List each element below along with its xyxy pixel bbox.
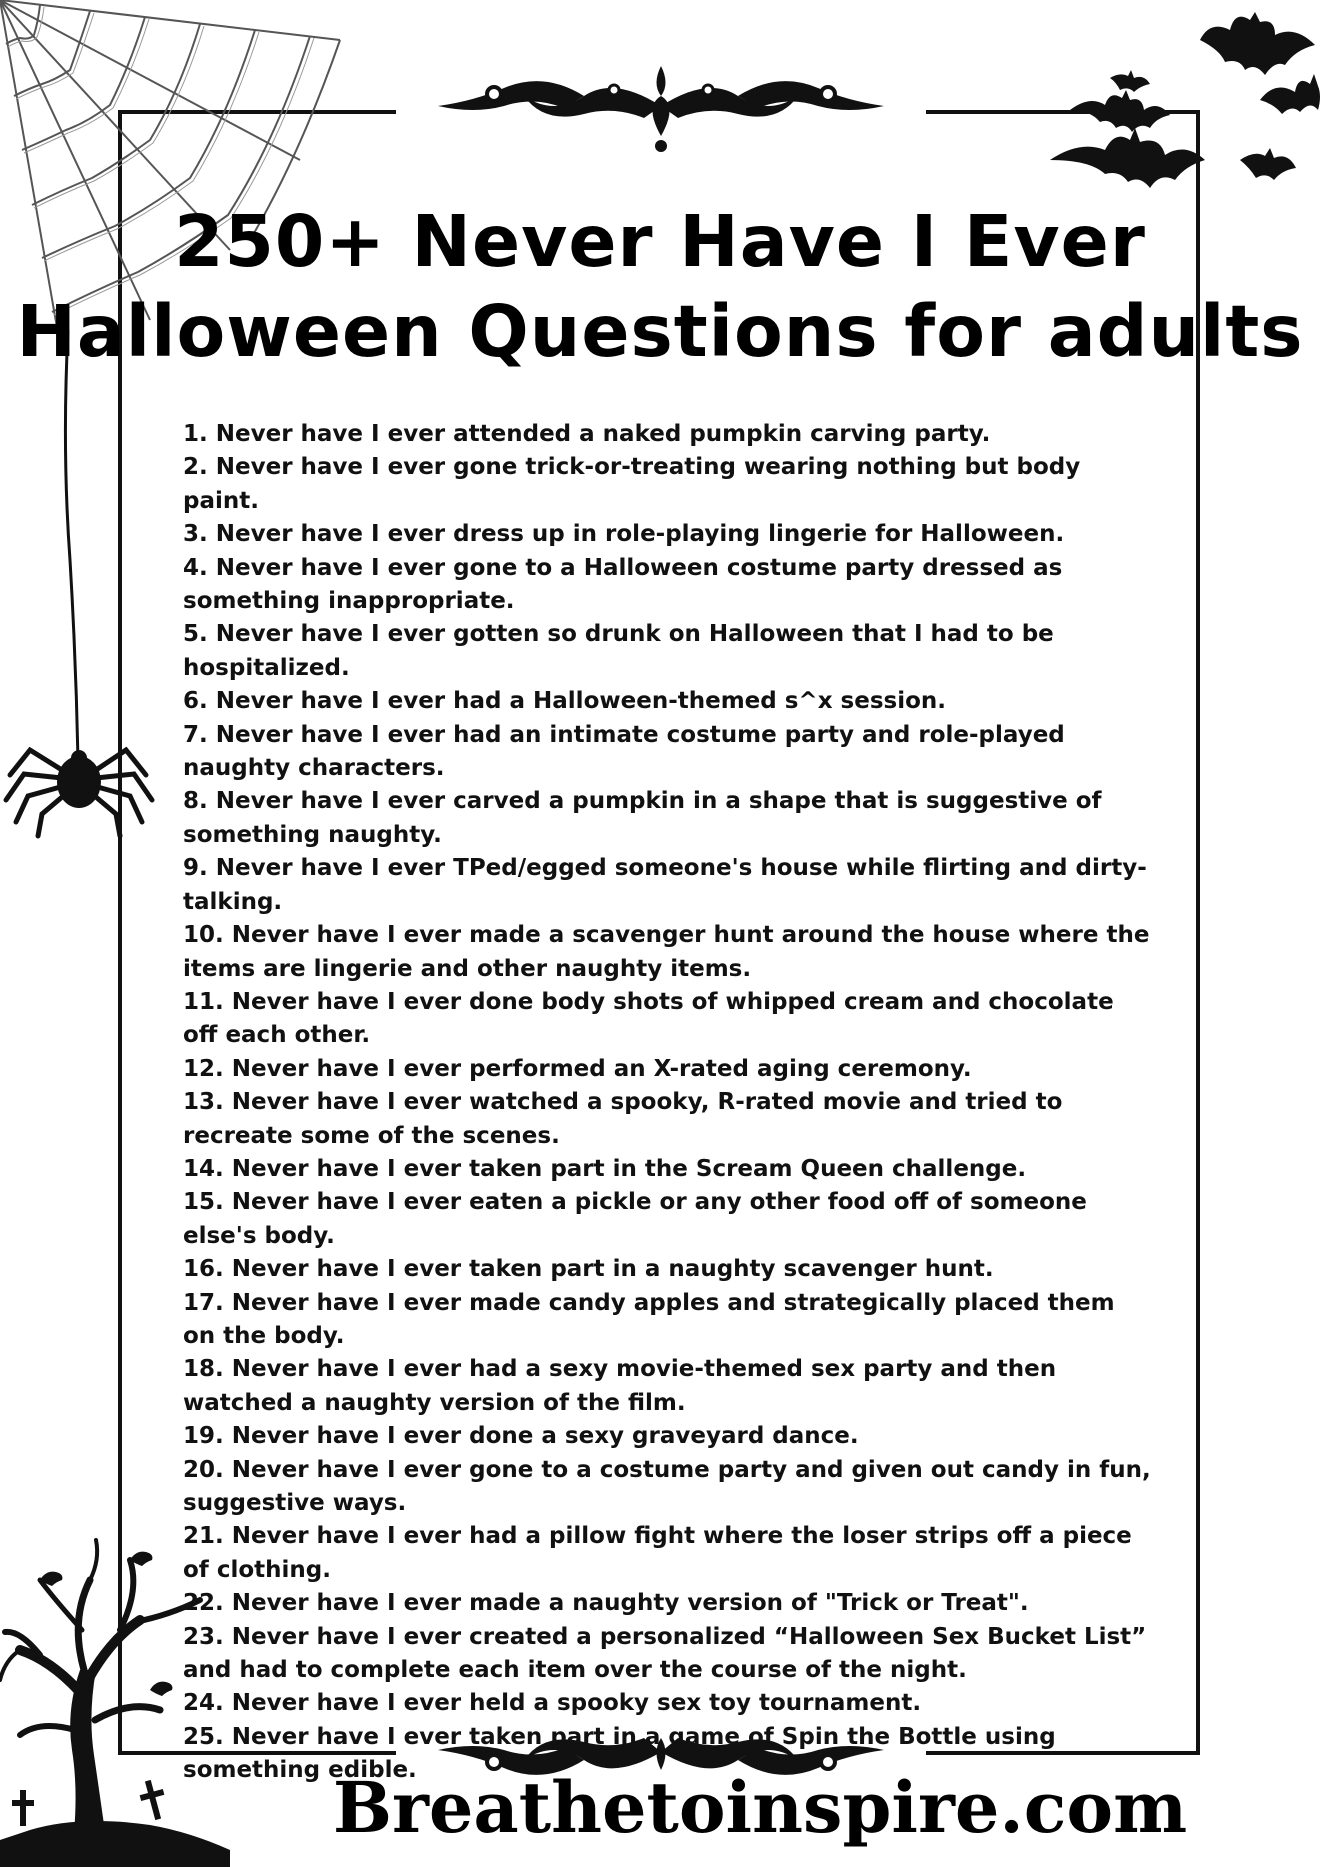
list-item: 15. Never have I ever eaten a pickle or any other food off of someone else's body. bbox=[183, 1189, 1087, 1249]
list-item: 18. Never have I ever had a sexy movie-themed sex party and then watched a naughty version of the film. bbox=[183, 1356, 1057, 1416]
list-item: 23. Never have I ever created a personalized “Halloween Sex Bucket List” and had to complete each item over the course of the night. bbox=[183, 1623, 1147, 1684]
list-item: 7. Never have I ever had an intimate costume party and role-played naughty characters. bbox=[183, 721, 1065, 782]
list-item: 16. Never have I ever taken part in a naughty scavenger hunt. bbox=[183, 1256, 994, 1283]
list-item: 20. Never have I ever gone to a costume party and given out candy in fun, suggestive ways. bbox=[183, 1456, 1151, 1516]
list-item: 8. Never have I ever carved a pumpkin in a shape that is suggestive of something naughty. bbox=[183, 788, 1102, 848]
spider-thread-icon bbox=[0, 0, 120, 820]
page-title-line-1: 250+ Never Have I Ever bbox=[174, 200, 1146, 283]
list-item: 24. Never have I ever held a spooky sex toy tournament. bbox=[183, 1690, 922, 1717]
crow-icon bbox=[150, 1682, 172, 1696]
page-title-line-2: Halloween Questions for adults bbox=[16, 290, 1304, 373]
list-item: 5. Never have I ever gotten so drunk on Halloween that I had to be hospitalized. bbox=[183, 621, 1054, 681]
list-item: 22. Never have I ever made a naughty version of "Trick or Treat". bbox=[183, 1590, 1029, 1617]
question-list bbox=[183, 418, 1153, 1788]
list-item: 12. Never have I ever performed an X-rated aging ceremony. bbox=[183, 1055, 972, 1082]
list-item: 4. Never have I ever gone to a Halloween costume party dressed as something inappropriate. bbox=[183, 554, 1063, 615]
list-item: 10. Never have I ever made a scavenger hunt around the house where the items are lingerie and other naughty items. bbox=[183, 922, 1150, 982]
list-item: 21. Never have I ever had a pillow fight where the loser strips off a piece of clothing. bbox=[183, 1523, 1132, 1583]
list-item: 9. Never have I ever TPed/egged someone's house while flirting and dirty-talking. bbox=[183, 855, 1147, 915]
list-item: 19. Never have I ever done a sexy graveyard dance. bbox=[183, 1423, 859, 1450]
list-item: 25. Never have I ever taken part in a game of Spin the Bottle using something edible. bbox=[183, 1723, 1056, 1784]
list-item: 14. Never have I ever taken part in the Scream Queen challenge. bbox=[183, 1155, 1027, 1182]
list-item: 2. Never have I ever gone trick-or-treating wearing nothing but body paint. bbox=[183, 454, 1081, 514]
site-url: Breathetoinspire.com bbox=[332, 1766, 1188, 1849]
list-item: 17. Never have I ever made candy apples and strategically placed them on the body. bbox=[183, 1289, 1115, 1349]
bat-icon bbox=[1060, 0, 1320, 210]
spider-icon bbox=[0, 730, 160, 840]
list-item: 3. Never have I ever dress up in role-playing lingerie for Halloween. bbox=[183, 521, 1065, 548]
list-item: 11. Never have I ever done body shots of whipped cream and chocolate off each other. bbox=[183, 988, 1114, 1049]
list-item: 6. Never have I ever had a Halloween-themed s^x session. bbox=[183, 688, 947, 715]
list-item: 13. Never have I ever watched a spooky, R-rated movie and tried to recreate some of the scenes. bbox=[183, 1089, 1063, 1149]
list-item: 1. Never have I ever attended a naked pumpkin carving party. bbox=[183, 421, 991, 447]
flourish-icon bbox=[438, 66, 884, 156]
